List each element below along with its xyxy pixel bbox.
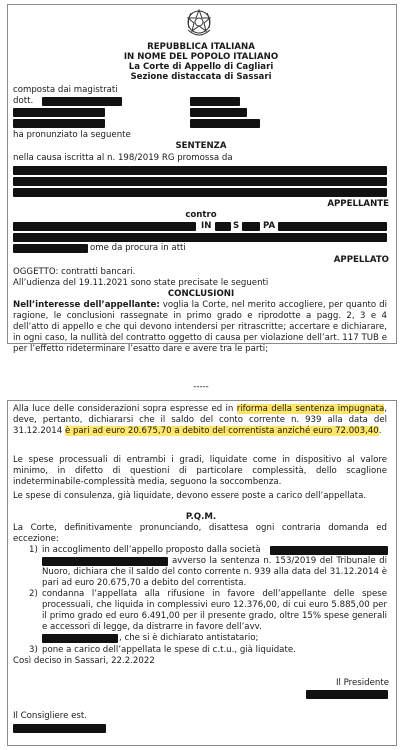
p1-text-b: , deve, pertanto, dichiararsi che il saldo del conto corrente n. 939 alla data del 31.12.2014 (13, 404, 387, 436)
item-1-text-b: avverso la sentenza n. 153/2019 del Tribunale di Nuoro, dichiara che il saldo del conto corrente n. 939 alla data del 31.12.2014 è pari ad euro 20.675,70 a debito del correntista. (42, 556, 387, 588)
party-fragment-in: IN (201, 221, 212, 231)
redaction (42, 97, 122, 106)
presidente-label: Il Presidente (335, 678, 389, 688)
contro-label: contro (185, 210, 217, 220)
corte-paragraph: La Corte, definitivamente pronunciando, disattesa ogni contraria domanda ed eccezione: (13, 523, 387, 544)
item-3-number: 3) (29, 645, 38, 655)
p1-text-c: . (378, 426, 382, 436)
redaction (190, 97, 240, 106)
udienza-line: All’udienza del 19.11.2021 sono state precisate le seguenti (13, 278, 269, 288)
header-court: La Corte di Appello di Cagliari (128, 62, 274, 72)
redaction (13, 166, 387, 175)
spese-paragraph: Le spese processuali di entrambi i gradi, liquidate come in dispositivo al valore minimo, in difetto di questioni di particolare complessità, dello scaglione indeterminabile-complessità media, seguono la soccombenza. (13, 455, 387, 487)
redaction (242, 222, 260, 231)
redaction (13, 724, 106, 733)
party-fragment-pa: PA (263, 221, 276, 231)
redaction (42, 634, 118, 643)
redaction (215, 222, 231, 231)
redaction (13, 222, 196, 231)
interesse-paragraph (13, 300, 387, 355)
oggetto-line: OGGETTO: contratti bancari. (13, 267, 136, 277)
interesse-text: voglia la Corte, nel merito accogliere, per quanto di ragione, le conclusioni rassegnate in primo grado e riprodotte a pagg. 2, 3 e 4 dell’atto di appello e che qui devono intendersi per ritrascritte; accertare e dichiarare, in ogni caso, la nullità del contratto oggetto di causa per violazione dell’art. 117 TUB e per l’effetto rideterminare l’esatto dare e avere tra le parti; (13, 300, 387, 354)
redaction (278, 222, 387, 231)
redaction (306, 690, 388, 699)
sentenza-heading: SENTENZA (175, 141, 227, 151)
composta-line: composta dai magistrati (13, 85, 118, 95)
redaction (270, 546, 388, 555)
redaction (13, 119, 105, 128)
item-2-number: 2) (29, 589, 38, 599)
header-people: IN NOME DEL POPOLO ITALIANO (123, 52, 279, 62)
redaction (13, 233, 387, 242)
header-republic: REPUBBLICA ITALIANA (147, 42, 255, 52)
appellato-label: APPELLATO (333, 255, 389, 265)
dott-label: dott. (13, 96, 34, 106)
item-2-text-a: condanna l’appellata alla rifusione in favore dell’appellante delle spese processuali, che liquida in complessivi euro 12.376,00, di cui euro 5.885,00 per il primo grado ed euro 6.491,00 per il presente grado, oltre 15% spese generali e accessori di legge, da distrarre in favore dell’avv. (42, 589, 387, 632)
redaction (13, 177, 387, 186)
procura-line: ome da procura in atti (90, 243, 186, 253)
redaction (13, 188, 387, 197)
conclusioni-heading: CONCLUSIONI (167, 289, 235, 299)
page-separator: ----- (193, 382, 209, 392)
consulenza-paragraph: Le spese di consulenza, già liquidate, devono essere poste a carico dell’appellata. (13, 491, 367, 501)
pronunziato-line: ha pronunziato la seguente (13, 130, 131, 140)
deciso-line: Così deciso in Sassari, 22.2.2022 (13, 656, 155, 666)
item-2-text-b: , che si è dichiarato antistatario; (119, 633, 259, 643)
party-fragment-s: S (233, 221, 240, 231)
header-section: Sezione distaccata di Sassari (130, 72, 272, 82)
redaction (13, 108, 105, 117)
item-1-number: 1) (29, 545, 38, 555)
considerazioni-paragraph (13, 404, 387, 437)
italian-republic-emblem-icon (184, 6, 214, 40)
redaction (190, 119, 260, 128)
appellante-label: APPELLANTE (327, 199, 389, 209)
highlight-importo: è pari ad euro 20.675,70 a debito del correntista anziché euro 72.003,40 (64, 426, 379, 436)
highlight-riforma: riforma della sentenza impugnata (236, 404, 385, 414)
consigliere-label: Il Consigliere est. (13, 711, 87, 721)
p1-text-a: Alla luce delle considerazioni sopra espresse ed in (13, 404, 237, 414)
item-3-text: pone a carico dell’appellata le spese di c.t.u., già liquidate. (42, 645, 296, 655)
item-1-text-a: in accoglimento dell’appello proposto dalla società (42, 545, 261, 555)
causa-line: nella causa iscritta al n. 198/2019 RG promossa da (13, 153, 233, 163)
redaction (190, 108, 247, 117)
pqm-heading: P.Q.M. (185, 512, 217, 522)
redaction (13, 244, 88, 253)
interesse-label: Nell’interesse dell’appellante: (13, 300, 160, 310)
